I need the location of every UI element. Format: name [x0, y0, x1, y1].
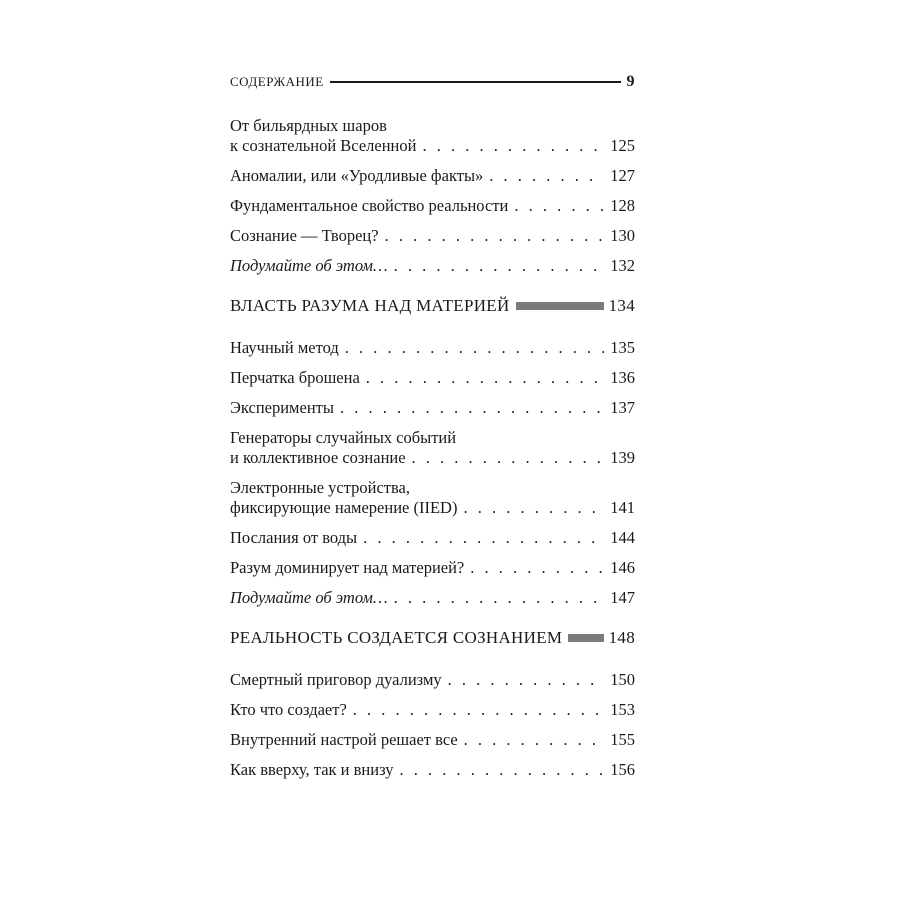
section-page-number: 148: [608, 628, 635, 647]
toc-entry-row: [230, 256, 635, 276]
dot-leader: [463, 498, 604, 518]
toc-entry-title: Аномалии, или «Уродливые факты»: [230, 166, 484, 185]
dot-leader: [422, 136, 604, 156]
toc-entry[interactable]: [230, 116, 635, 156]
toc-group-3: [230, 670, 635, 780]
toc-entry[interactable]: [230, 166, 635, 186]
toc-entry-page-number: 141: [610, 498, 635, 517]
toc-entry-title: Подумайте об этом…: [230, 256, 388, 275]
running-head-title: СОДЕРЖАНИЕ: [230, 74, 324, 89]
dot-leader: [394, 588, 605, 608]
toc-entry-title: фиксирующие намерение (IIED): [230, 498, 458, 517]
section-title: ВЛАСТЬ РАЗУМА НАД МАТЕРИЕЙ: [230, 296, 510, 315]
toc-group-2: [230, 338, 635, 608]
toc-entry-title: Разум доминирует над материей?: [230, 558, 465, 577]
toc-entry[interactable]: [230, 196, 635, 216]
dot-leader: [385, 226, 605, 246]
toc-entry-title: Подумайте об этом…: [230, 588, 388, 607]
dot-leader: [400, 760, 605, 780]
toc-entry-page-number: 155: [610, 730, 635, 749]
dot-leader: [366, 368, 604, 388]
dot-leader: [345, 338, 605, 358]
toc-entry-title: Научный метод: [230, 338, 339, 357]
toc-entry-title-line: Генераторы случайных событий: [230, 428, 457, 447]
dot-leader: [464, 730, 605, 750]
toc-entry-page-number: 144: [610, 528, 635, 547]
running-head-rule: [330, 81, 621, 83]
toc-entry-title: Послания от воды: [230, 528, 358, 547]
dot-leader: [448, 670, 605, 690]
toc-entry-row: [230, 226, 635, 246]
toc-entry[interactable]: [230, 428, 635, 468]
toc-group-1: [230, 116, 635, 276]
section-bar: [516, 302, 604, 310]
toc-entry-row: [230, 136, 635, 156]
toc-entry-page-number: 132: [610, 256, 635, 275]
dot-leader: [340, 398, 604, 418]
toc-entry-title: к сознательной Вселенной: [230, 136, 417, 155]
toc-entry[interactable]: [230, 670, 635, 690]
toc-entry-page-number: 137: [610, 398, 635, 417]
toc-entry-title: Эксперименты: [230, 398, 334, 417]
toc-entry[interactable]: [230, 588, 635, 608]
section-title: РЕАЛЬНОСТЬ СОЗДАЕТСЯ СОЗНАНИЕМ: [230, 628, 563, 647]
toc-entry-title-line: Электронные устройства,: [230, 478, 411, 497]
toc-entry-row: [230, 670, 635, 690]
dot-leader: [470, 558, 604, 578]
toc-entry[interactable]: [230, 398, 635, 418]
toc-entry-page-number: 146: [610, 558, 635, 577]
toc-entry-page-number: 136: [610, 368, 635, 387]
section-page-number: 134: [608, 296, 635, 315]
toc-page: [230, 70, 635, 790]
toc-entry-row: [230, 760, 635, 780]
toc-entry-row: [230, 368, 635, 388]
toc-entry[interactable]: [230, 558, 635, 578]
toc-entry[interactable]: [230, 730, 635, 750]
toc-entry[interactable]: [230, 760, 635, 780]
toc-entry-page-number: 156: [610, 760, 635, 779]
toc-entry-title: Как вверху, так и внизу: [230, 760, 394, 779]
toc-entry-title: Перчатка брошена: [230, 368, 360, 387]
toc-entry-page-number: 135: [610, 338, 635, 357]
toc-entry[interactable]: [230, 700, 635, 720]
running-head: [230, 70, 635, 94]
toc-entry-row: [230, 448, 635, 468]
toc-entry-row: [230, 558, 635, 578]
toc-entry[interactable]: [230, 256, 635, 276]
dot-leader: [353, 700, 604, 720]
toc-entry[interactable]: [230, 478, 635, 518]
toc-entry[interactable]: [230, 338, 635, 358]
toc-entry-page-number: 153: [610, 700, 635, 719]
toc-entry-row: [230, 498, 635, 518]
toc-entry-title: Сознание — Творец?: [230, 226, 379, 245]
section-bar: [568, 634, 603, 642]
toc-entry-row: [230, 730, 635, 750]
toc-entry-title-line: От бильярдных шаров: [230, 116, 387, 135]
toc-entry-page-number: 130: [610, 226, 635, 245]
section-heading-mind-over-matter[interactable]: [230, 296, 635, 316]
dot-leader: [363, 528, 604, 548]
toc-entry[interactable]: [230, 528, 635, 548]
toc-entry-page-number: 127: [610, 166, 635, 185]
toc-entry-row: [230, 528, 635, 548]
toc-entry[interactable]: [230, 368, 635, 388]
toc-entry-title: и коллективное сознание: [230, 448, 406, 467]
toc-entry-title: Смертный приговор дуализму: [230, 670, 442, 689]
toc-entry-page-number: 128: [610, 196, 635, 215]
toc-entry[interactable]: [230, 226, 635, 246]
dot-leader: [489, 166, 604, 186]
dot-leader: [394, 256, 605, 276]
toc-entry-page-number: 125: [610, 136, 635, 155]
toc-entry-title: Кто что создает?: [230, 700, 347, 719]
toc-entry-row: [230, 700, 635, 720]
dot-leader: [412, 448, 605, 468]
toc-entry-title: Фундаментальное свойство реальности: [230, 196, 509, 215]
toc-entry-row: [230, 588, 635, 608]
dot-leader: [514, 196, 604, 216]
toc-entry-row: [230, 338, 635, 358]
toc-entry-page-number: 150: [610, 670, 635, 689]
toc-entry-row: [230, 398, 635, 418]
toc-entry-page-number: 147: [610, 588, 635, 607]
running-head-page-number: 9: [626, 73, 635, 90]
toc-entry-row: [230, 196, 635, 216]
section-heading-reality-created[interactable]: [230, 628, 635, 648]
toc-entry-page-number: 139: [610, 448, 635, 467]
toc-entry-title: Внутренний настрой решает все: [230, 730, 458, 749]
toc-entry-row: [230, 166, 635, 186]
